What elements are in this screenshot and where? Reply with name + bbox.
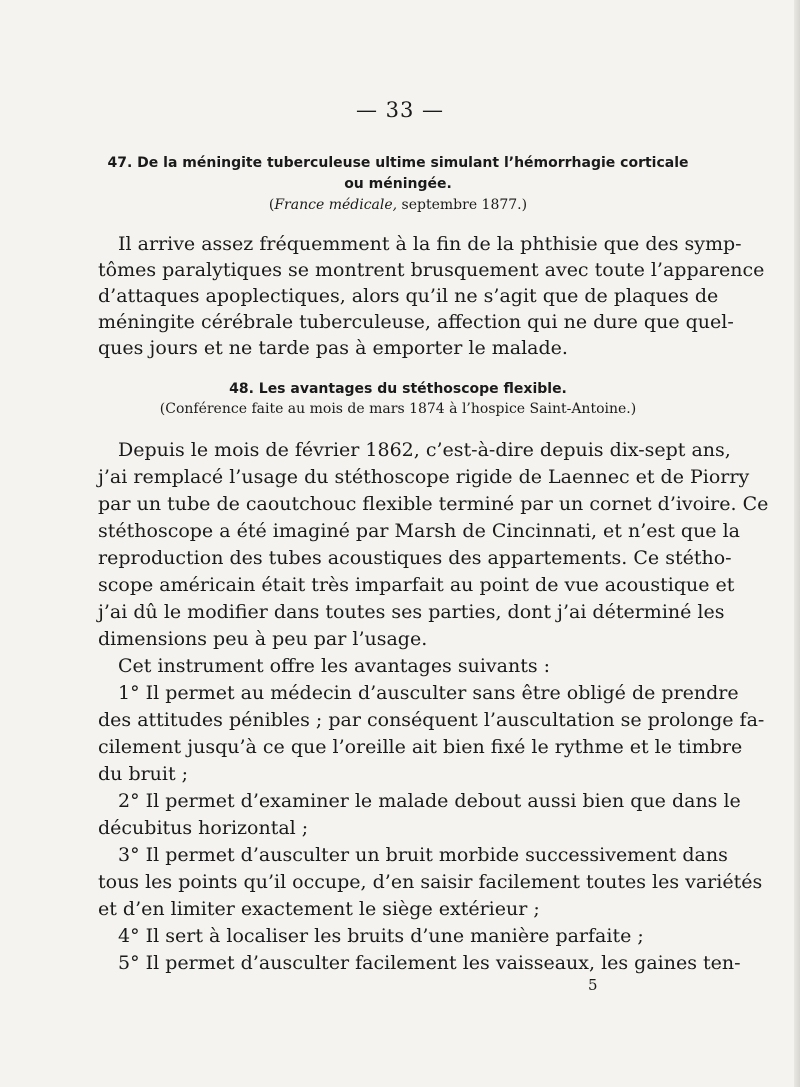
section-48-source: (Conférence faite au mois de mars 1874 à l’hospice Saint-Antoine.) xyxy=(159,401,637,417)
paragraph-line: cilement jusqu’à ce que l’oreille ait bien fixé le rythme et le timbre xyxy=(98,736,743,758)
paragraph-line: tômes paralytiques se montrent brusquement avec toute l’apparence xyxy=(98,259,765,281)
paragraph-line: j’ai remplacé l’usage du stéthoscope rigide de Laennec et de Piorry xyxy=(98,466,750,488)
page-edge-shadow xyxy=(794,0,800,1087)
paragraph-line: méningite cérébrale tuberculeuse, affection qui ne dure que quel- xyxy=(98,311,734,333)
list-item-4: 4° Il sert à localiser les bruits d’une manière parfaite ; xyxy=(118,925,644,947)
paragraph-line: d’attaques apoplectiques, alors qu’il ne s’agit que de plaques de xyxy=(98,285,719,307)
paragraph-line: tous les points qu’il occupe, d’en saisir facilement toutes les variétés xyxy=(98,871,763,893)
section-47-heading-line2: ou méningée. xyxy=(344,176,452,192)
list-item-1: 1° Il permet au médecin d’ausculter sans être obligé de prendre xyxy=(118,682,739,704)
page-number: — 33 — xyxy=(355,98,445,122)
source-journal: France médicale, xyxy=(274,197,398,213)
paragraph-line: Depuis le mois de février 1862, c’est-à-dire depuis dix-sept ans, xyxy=(118,439,731,461)
section-47-source: (France médicale, septembre 1877.) xyxy=(268,197,528,213)
list-item-3: 3° Il permet d’ausculter un bruit morbide successivement dans xyxy=(118,844,728,866)
paragraph-line: par un tube de caoutchouc flexible terminé par un cornet d’ivoire. Ce xyxy=(98,493,769,515)
paragraph-line: dimensions peu à peu par l’usage. xyxy=(98,628,428,650)
paragraph-line: du bruit ; xyxy=(98,763,189,785)
paragraph-line: et d’en limiter exactement le siège extérieur ; xyxy=(98,898,540,920)
list-item-5: 5° Il permet d’ausculter facilement les vaisseaux, les gaines ten- xyxy=(118,952,741,974)
signature-mark: 5 xyxy=(588,976,598,994)
paragraph-line: stéthoscope a été imaginé par Marsh de Cincinnati, et n’est que la xyxy=(98,520,740,542)
paragraph-line: ques jours et ne tarde pas à emporter le malade. xyxy=(98,337,568,359)
paragraph-line: décubitus horizontal ; xyxy=(98,817,309,839)
list-item-2: 2° Il permet d’examiner le malade debout aussi bien que dans le xyxy=(118,790,741,812)
paragraph-line: Cet instrument offre les avantages suivants : xyxy=(118,655,551,677)
section-47-heading-line1: 47. De la méningite tuberculeuse ultime simulant l’hémorrhagie corticale xyxy=(107,155,689,171)
section-48-heading: 48. Les avantages du stéthoscope flexible. xyxy=(229,381,567,397)
paragraph-line: Il arrive assez fréquemment à la fin de la phthisie que des symp- xyxy=(118,233,742,255)
paragraph-line: scope américain était très imparfait au point de vue acoustique et xyxy=(98,574,735,596)
paragraph-line: j’ai dû le modifier dans toutes ses parties, dont j’ai déterminé les xyxy=(98,601,725,623)
paragraph-line: des attitudes pénibles ; par conséquent l’auscultation se prolonge fa- xyxy=(98,709,765,731)
paragraph-line: reproduction des tubes acoustiques des appartements. Ce stétho- xyxy=(98,547,732,569)
source-date: septembre 1877. xyxy=(397,197,522,213)
